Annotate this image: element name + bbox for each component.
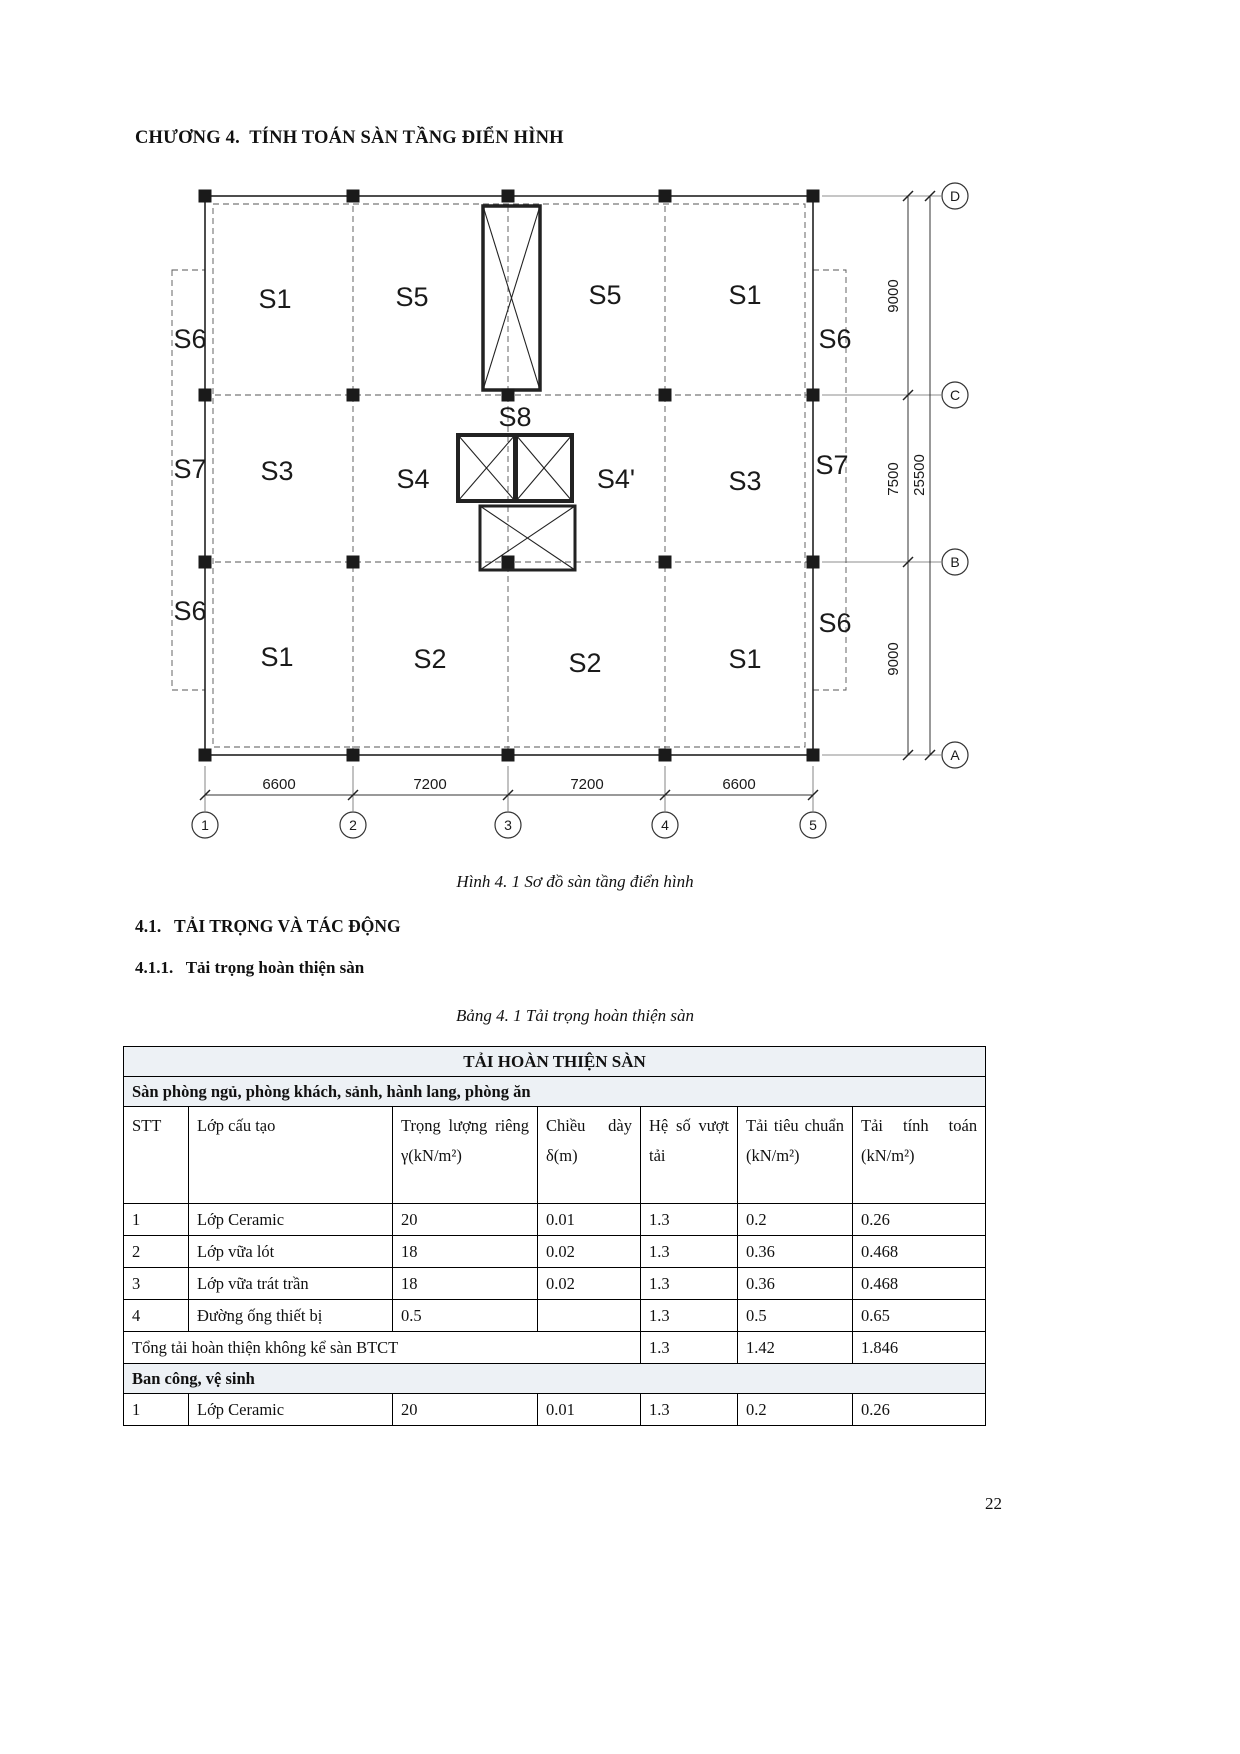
slab-label: S4 bbox=[396, 464, 430, 494]
cell-overload: 1.3 bbox=[641, 1300, 738, 1332]
slab-label: S6 bbox=[818, 608, 852, 638]
slab-label: S1 bbox=[728, 644, 762, 674]
cell-layer: Lớp vữa lót bbox=[189, 1236, 393, 1268]
cell-unit-weight: 18 bbox=[393, 1268, 538, 1300]
axis-bubble-4: 4 bbox=[661, 817, 669, 833]
cell-design: 0.468 bbox=[853, 1236, 986, 1268]
cell-standard: 0.36 bbox=[738, 1236, 853, 1268]
table-group-1: Sàn phòng ngủ, phòng khách, sảnh, hành lang, phòng ăn bbox=[124, 1077, 986, 1107]
axis-bubble-5: 5 bbox=[809, 817, 817, 833]
section-heading: 4.1. TẢI TRỌNG VÀ TÁC ĐỘNG bbox=[135, 916, 401, 936]
col-header-design-load: Tải tính toán (kN/m²) bbox=[853, 1107, 986, 1204]
cell-stt: 2 bbox=[124, 1236, 189, 1268]
cell-thickness bbox=[538, 1300, 641, 1332]
col-header-stt: STT bbox=[124, 1107, 189, 1204]
table-row bbox=[124, 1300, 986, 1332]
cell-layer: Lớp Ceramic bbox=[189, 1204, 393, 1236]
table-row bbox=[124, 1394, 986, 1426]
cell-thickness: 0.01 bbox=[538, 1204, 641, 1236]
dim-label: 7500 bbox=[885, 462, 902, 496]
cell-standard: 0.2 bbox=[738, 1204, 853, 1236]
cell-unit-weight: 0.5 bbox=[393, 1300, 538, 1332]
cell-standard: 0.5 bbox=[738, 1300, 853, 1332]
axis-bubble-3: 3 bbox=[504, 817, 512, 833]
cell-thickness: 0.01 bbox=[538, 1394, 641, 1426]
slab-label: S4' bbox=[596, 464, 636, 494]
col-header-overload-factor: Hệ số vượt tải bbox=[641, 1107, 738, 1204]
cell-overload: 1.3 bbox=[641, 1268, 738, 1300]
grid-bubbles-right bbox=[942, 183, 968, 768]
dim-label: 6600 bbox=[722, 776, 756, 793]
cell-thickness: 0.02 bbox=[538, 1268, 641, 1300]
slab-label: S2 bbox=[568, 648, 602, 678]
cell-layer: Lớp vữa trát trần bbox=[189, 1268, 393, 1300]
page-number: 22 bbox=[985, 1494, 1002, 1513]
col-header-standard-load: Tải tiêu chuẩn (kN/m²) bbox=[738, 1107, 853, 1204]
axis-bubble-c: C bbox=[949, 387, 961, 403]
cell-unit-weight: 18 bbox=[393, 1236, 538, 1268]
dim-label: 6600 bbox=[262, 776, 296, 793]
dimension-labels bbox=[262, 279, 928, 793]
dim-label: 9000 bbox=[885, 642, 902, 676]
floor-plan-figure bbox=[150, 178, 980, 858]
axis-bubble-b: B bbox=[950, 554, 960, 570]
dim-total-label: 25500 bbox=[911, 454, 928, 496]
cell-unit-weight: 20 bbox=[393, 1204, 538, 1236]
cell-stt: 4 bbox=[124, 1300, 189, 1332]
table-group-row-1 bbox=[124, 1077, 986, 1107]
total-design: 1.846 bbox=[853, 1332, 986, 1364]
cell-overload: 1.3 bbox=[641, 1204, 738, 1236]
col-header-unit-weight: Trọng lượng riêng γ(kN/m²) bbox=[393, 1107, 538, 1204]
axis-bubble-d: D bbox=[949, 188, 961, 204]
table-total-row bbox=[124, 1332, 986, 1364]
slab-label: S7 bbox=[815, 450, 849, 480]
slab-label: S3 bbox=[728, 466, 762, 496]
table-row bbox=[124, 1236, 986, 1268]
axis-bubble-a: A bbox=[950, 747, 960, 763]
cell-design: 0.468 bbox=[853, 1268, 986, 1300]
slab-label: S1 bbox=[728, 280, 762, 310]
extension-lines bbox=[205, 196, 941, 811]
slab-labels bbox=[173, 280, 851, 678]
dim-label: 9000 bbox=[885, 279, 902, 313]
core-shafts bbox=[458, 206, 575, 570]
load-table bbox=[123, 1046, 986, 1426]
cell-layer: Lớp Ceramic bbox=[189, 1394, 393, 1426]
total-label: Tổng tải hoàn thiện không kể sàn BTCT bbox=[124, 1332, 641, 1364]
cell-design: 0.26 bbox=[853, 1204, 986, 1236]
slab-label: S6 bbox=[173, 324, 207, 354]
table-caption: Bảng 4. 1 Tải trọng hoàn thiện sàn bbox=[455, 1006, 694, 1025]
slab-label: S2 bbox=[413, 644, 447, 674]
col-header-layer: Lớp cấu tạo bbox=[189, 1107, 393, 1204]
table-header-row bbox=[124, 1107, 986, 1204]
table-group-row-2 bbox=[124, 1364, 986, 1394]
slab-label: S5 bbox=[588, 280, 622, 310]
table-group-2: Ban công, vệ sinh bbox=[124, 1364, 986, 1394]
dim-label: 7200 bbox=[413, 776, 447, 793]
cell-stt: 1 bbox=[124, 1394, 189, 1426]
cell-stt: 3 bbox=[124, 1268, 189, 1300]
slab-label: S1 bbox=[258, 284, 292, 314]
table-row bbox=[124, 1204, 986, 1236]
cell-stt: 1 bbox=[124, 1204, 189, 1236]
slab-label: S7 bbox=[173, 454, 207, 484]
chapter-heading: CHƯƠNG 4. TÍNH TOÁN SÀN TẦNG ĐIỂN HÌNH bbox=[135, 128, 564, 148]
floor-plan-svg bbox=[150, 178, 980, 858]
cell-overload: 1.3 bbox=[641, 1236, 738, 1268]
total-standard: 1.42 bbox=[738, 1332, 853, 1364]
core-label: S8 bbox=[498, 402, 532, 432]
slab-label: S5 bbox=[395, 282, 429, 312]
table-row bbox=[124, 1268, 986, 1300]
col-header-thickness: Chiều dày δ(m) bbox=[538, 1107, 641, 1204]
slab-label: S6 bbox=[818, 324, 852, 354]
cell-overload: 1.3 bbox=[641, 1394, 738, 1426]
cell-layer: Đường ống thiết bị bbox=[189, 1300, 393, 1332]
table-title-row bbox=[124, 1047, 986, 1077]
figure-caption: Hình 4. 1 Sơ đồ sàn tầng điển hình bbox=[456, 872, 694, 891]
axis-bubble-2: 2 bbox=[349, 817, 357, 833]
cell-thickness: 0.02 bbox=[538, 1236, 641, 1268]
axis-bubble-1: 1 bbox=[201, 817, 209, 833]
cell-design: 0.26 bbox=[853, 1394, 986, 1426]
cell-standard: 0.36 bbox=[738, 1268, 853, 1300]
slab-label: S1 bbox=[260, 642, 294, 672]
dim-label: 7200 bbox=[570, 776, 604, 793]
slab-label: S3 bbox=[260, 456, 294, 486]
grid-bubbles-bottom bbox=[192, 812, 826, 838]
table-title: TẢI HOÀN THIỆN SÀN bbox=[124, 1047, 986, 1077]
building-outline bbox=[205, 196, 813, 755]
cell-design: 0.65 bbox=[853, 1300, 986, 1332]
cell-standard: 0.2 bbox=[738, 1394, 853, 1426]
subsection-heading: 4.1.1. Tải trọng hoàn thiện sàn bbox=[135, 958, 365, 977]
total-overload: 1.3 bbox=[641, 1332, 738, 1364]
slab-label: S6 bbox=[173, 596, 207, 626]
cell-unit-weight: 20 bbox=[393, 1394, 538, 1426]
